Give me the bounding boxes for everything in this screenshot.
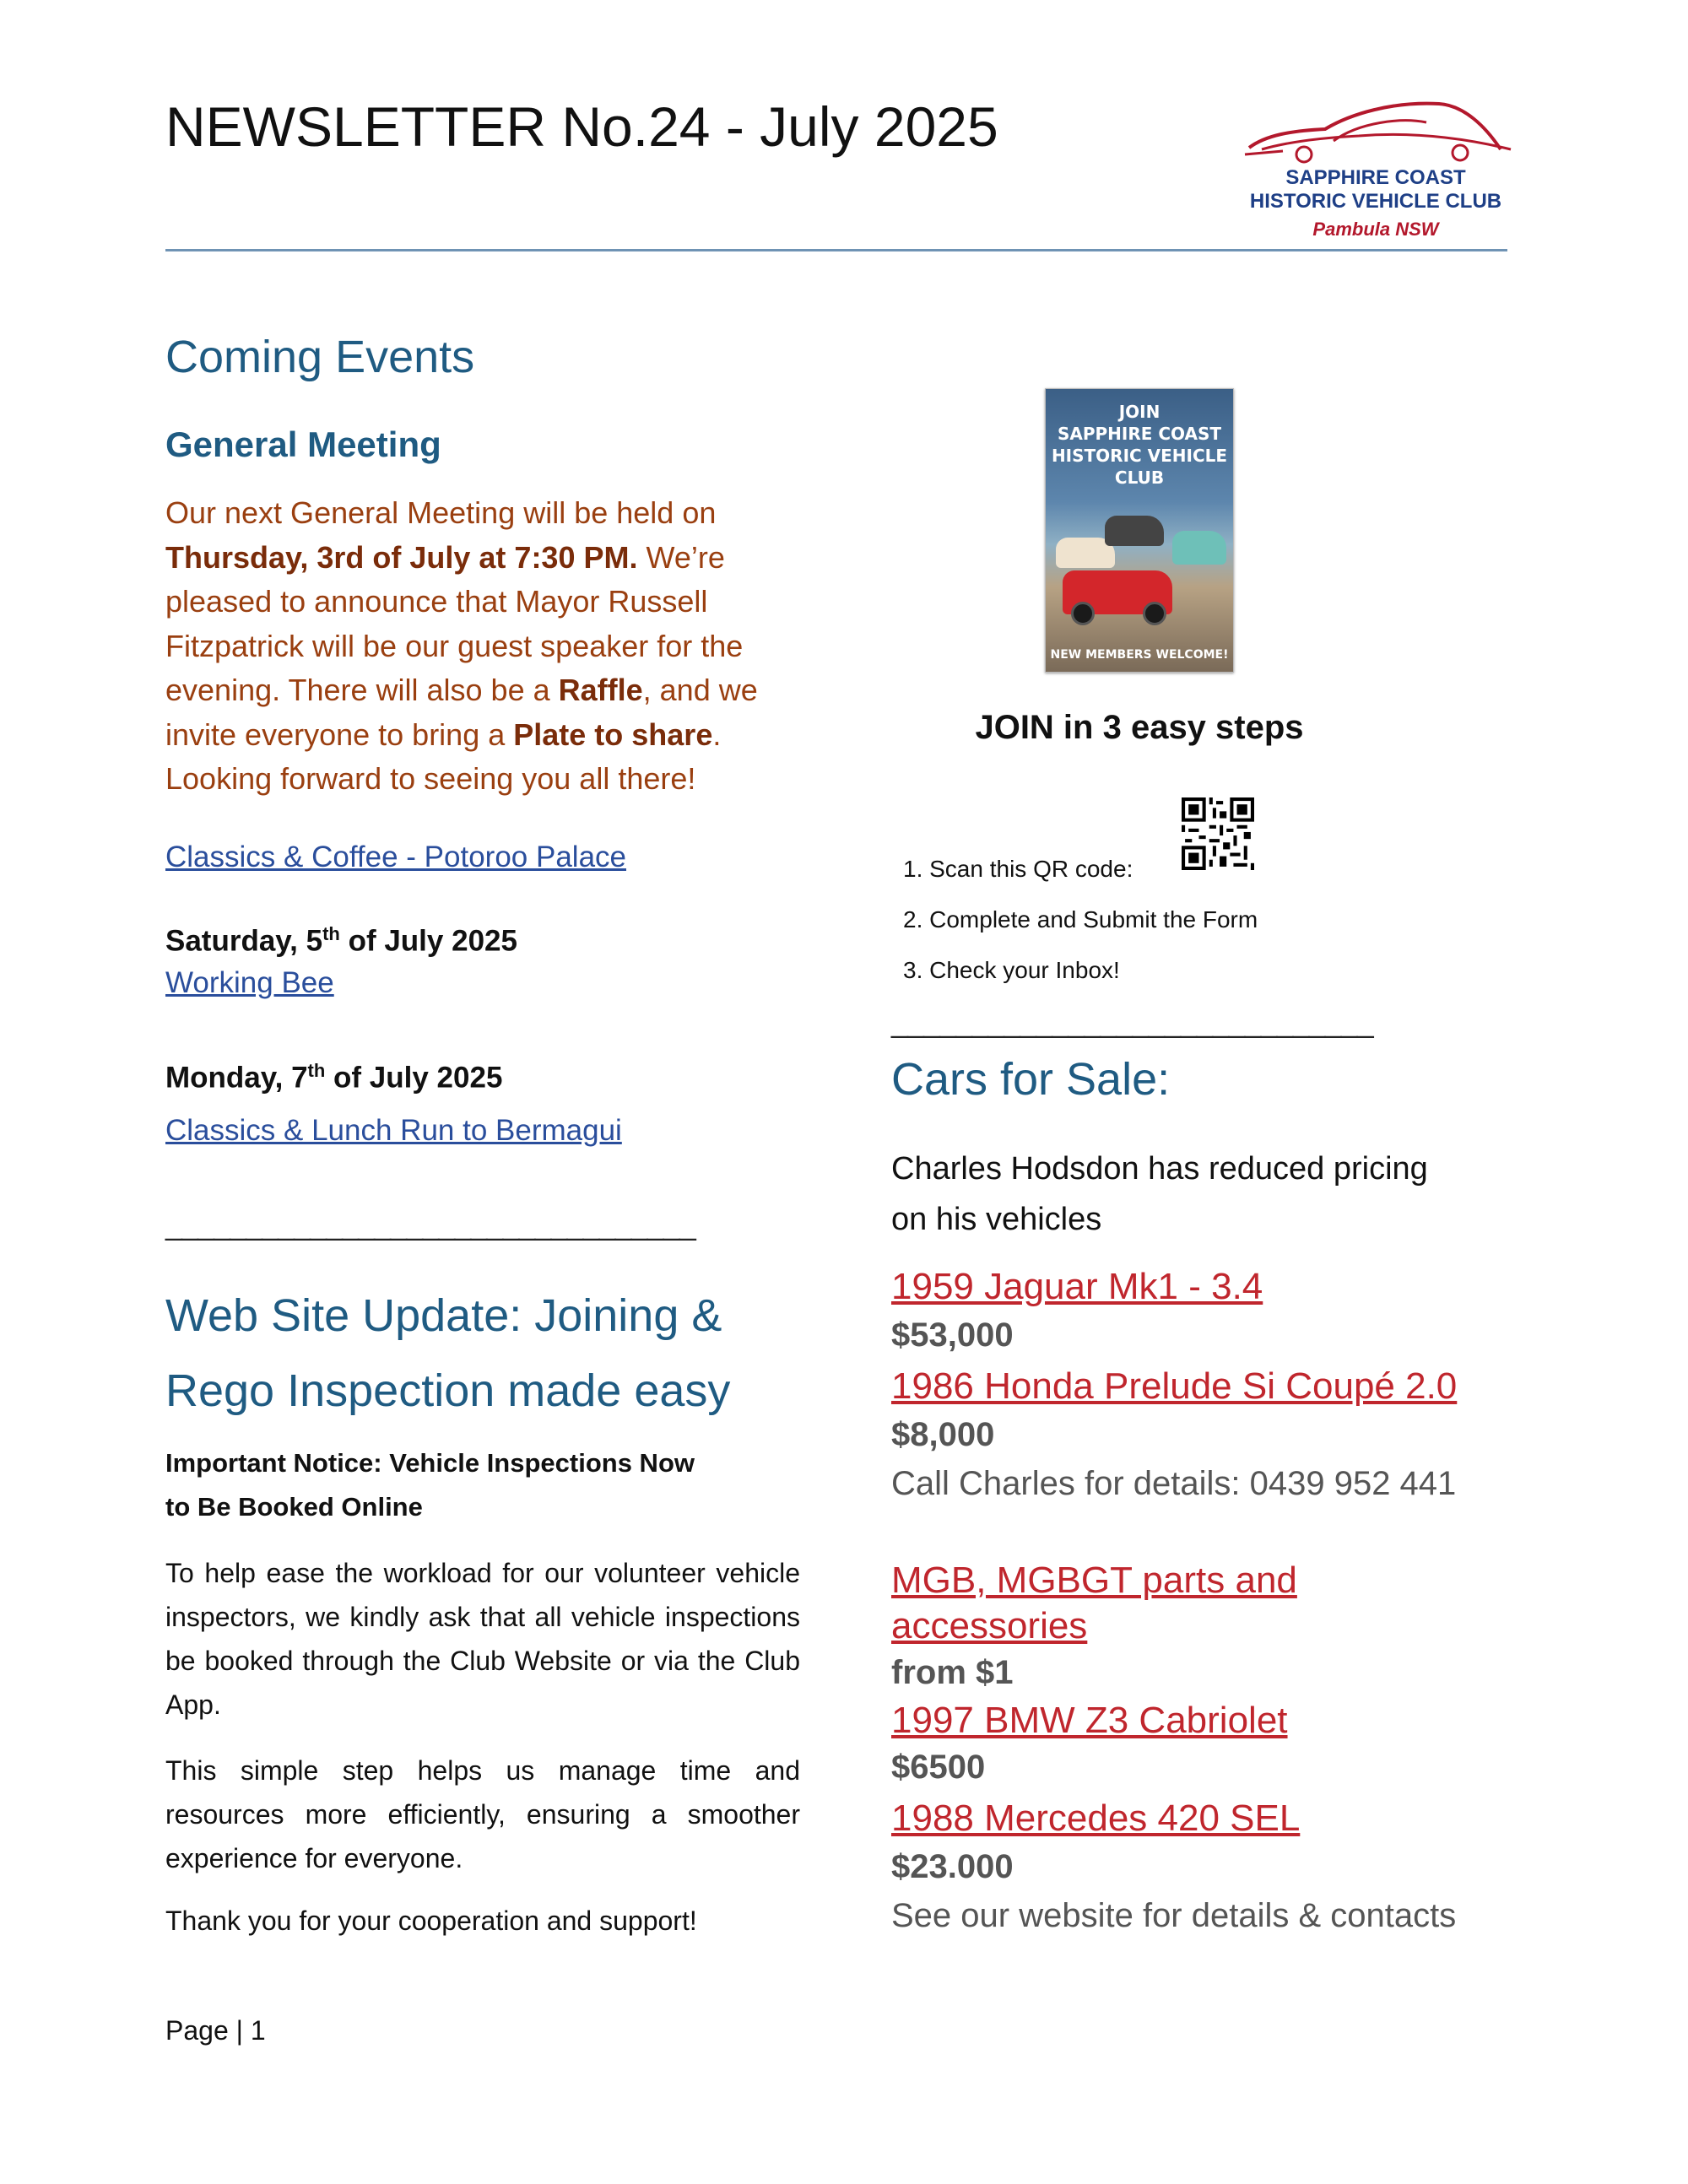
poster-footer: NEW MEMBERS WELCOME! — [1050, 648, 1229, 662]
event2-date-post: of July 2025 — [339, 924, 517, 958]
classic-car-logo-icon — [1232, 89, 1519, 169]
general-meeting-heading: General Meeting — [165, 424, 441, 464]
left-divider: _________________________________ — [165, 1207, 695, 1241]
gm-text-4: . Looking forward to seeing you all there! — [165, 716, 722, 796]
poster-title-3: HISTORIC VEHICLE — [1051, 446, 1228, 466]
web-update-heading-line1: Web Site Update: Joining & — [165, 1290, 722, 1341]
join-steps-list — [903, 844, 1258, 996]
event3-date-pre: Monday, 7 — [165, 1061, 308, 1095]
poster-title-2: SAPPHIRE COAST — [1057, 424, 1222, 444]
logo-line-1: SAPPHIRE COAST — [1285, 166, 1466, 189]
join-heading: JOIN in 3 easy steps — [975, 709, 1304, 746]
header-rule — [165, 249, 1507, 251]
event3-date — [165, 1060, 502, 1095]
logo-line-2: HISTORIC VEHICLE CLUB — [1249, 190, 1502, 213]
join-step-1: 1. Scan this QR code: — [903, 856, 1133, 882]
gm-date: Thursday, 3rd of July at 7:30 PM. — [165, 539, 638, 575]
gm-plate: Plate to share — [513, 716, 713, 752]
car-link-bmw[interactable]: 1997 BMW Z3 Cabriolet — [891, 1700, 1288, 1741]
gm-text-3: , and we invite everyone to bring a — [165, 673, 758, 752]
join-step-2: 2. Complete and Submit the Form — [903, 906, 1258, 933]
event-link-lunch-run[interactable]: Classics & Lunch Run to Bermagui — [165, 1114, 622, 1147]
poster-title-4: CLUB — [1114, 468, 1165, 488]
poster-car-teal — [1172, 531, 1226, 565]
mgb-link-line-1: MGB, MGBGT parts and — [891, 1560, 1297, 1601]
web-update-heading-line2: Rego Inspection made easy — [165, 1365, 731, 1416]
inspection-paragraph-1: To help ease the workload for our volunteer vehicle inspectors, we kindly ask that all vehicle inspections be booked through the Club Website or via the Club App. — [165, 1558, 800, 1720]
club-logo — [1232, 89, 1519, 249]
cars-for-sale-heading: Cars for Sale: — [891, 1054, 1171, 1105]
event2-date-pre: Saturday, 5 — [165, 924, 323, 958]
poster-wheel-1 — [1071, 602, 1095, 625]
logo-line-3: Pambula NSW — [1312, 219, 1439, 240]
event2-date-sup: th — [322, 923, 340, 944]
general-meeting-paragraph — [165, 491, 807, 802]
event3-date-post: of July 2025 — [325, 1061, 503, 1095]
mgb-price: from $1 — [891, 1654, 1014, 1691]
poster-title-1: JOIN — [1118, 402, 1160, 422]
charles-intro — [891, 1143, 1428, 1245]
right-divider: ______________________________ — [891, 1004, 1373, 1039]
gm-text-1: Our next General Meeting will be held on — [165, 495, 717, 530]
gm-raffle: Raffle — [558, 673, 643, 707]
car-price-honda: $8,000 — [891, 1416, 995, 1453]
event-link-classics-coffee[interactable]: Classics & Coffee - Potoroo Palace — [165, 841, 627, 873]
charles-line-2: on his vehicles — [891, 1202, 1102, 1237]
website-contacts-text: See our website for details & contacts — [891, 1897, 1457, 1934]
important-notice — [165, 1441, 695, 1529]
car-link-mercedes[interactable]: 1988 Mercedes 420 SEL — [891, 1797, 1301, 1839]
inspection-paragraph-2: This simple step helps us manage time and resources more efficiently, ensuring a smoother experience for everyone. — [165, 1755, 800, 1873]
poster-wheel-2 — [1143, 602, 1166, 625]
join-club-poster — [1045, 388, 1234, 673]
charles-line-1: Charles Hodsdon has reduced pricing — [891, 1151, 1428, 1187]
call-charles-text: Call Charles for details: 0439 952 441 — [891, 1465, 1457, 1502]
coming-events-heading: Coming Events — [165, 332, 475, 382]
notice-line-1: Important Notice: Vehicle Inspections Now — [165, 1448, 695, 1478]
gm-text-2: We’re pleased to announce that Mayor Russell Fitzpatrick will be our guest speaker for the evening. There will also be a — [165, 539, 744, 707]
car-link-jaguar[interactable]: 1959 Jaguar Mk1 - 3.4 — [891, 1266, 1263, 1307]
mgb-parts-link[interactable] — [891, 1558, 1297, 1649]
car-price-jaguar: $53,000 — [891, 1316, 1014, 1354]
join-step-3: 3. Check your Inbox! — [903, 957, 1120, 983]
inspection-paragraph-3: Thank you for your cooperation and support! — [165, 1906, 697, 1936]
newsletter-title: NEWSLETTER No.24 - July 2025 — [165, 95, 998, 158]
poster-car-dark — [1105, 516, 1164, 546]
poster-title — [1046, 401, 1233, 489]
mgb-link-line-2: accessories — [891, 1605, 1088, 1646]
event2-date — [165, 923, 517, 959]
page-number: Page | 1 — [165, 2015, 266, 2046]
car-price-mercedes: $23.000 — [891, 1848, 1014, 1885]
car-link-honda[interactable]: 1986 Honda Prelude Si Coupé 2.0 — [891, 1365, 1458, 1407]
car-price-bmw: $6500 — [891, 1749, 986, 1786]
event3-date-sup: th — [307, 1060, 326, 1081]
notice-line-2: to Be Booked Online — [165, 1492, 423, 1522]
event-link-working-bee[interactable]: Working Bee — [165, 966, 334, 999]
